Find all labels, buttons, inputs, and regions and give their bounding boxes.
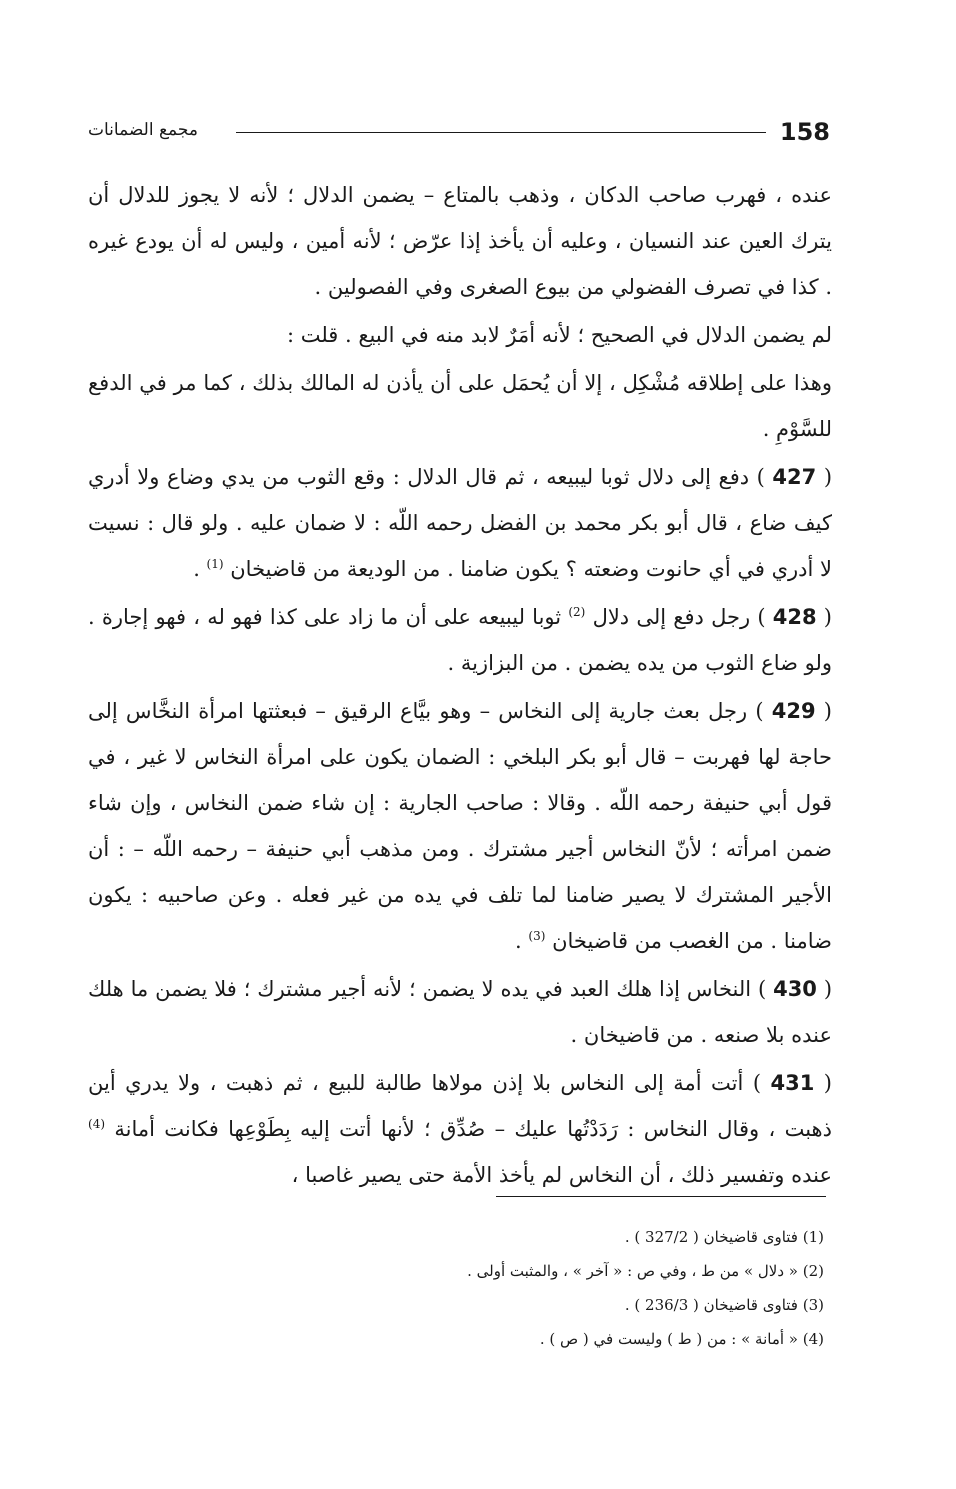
paragraph: ( 428 ) رجل دفع إلى دلال $^{(2)}$ ثوبا ليبيعه على أن ما زاد على كذا فهو له ، فهو إجارة . ولو ضاع الثوب من يده يضمن . من البزازية .	[88, 605, 832, 675]
entry-number-value: 430	[773, 977, 817, 1001]
paragraph-text: عنده ، فهرب صاحب الدكان ، وذهب بالمتاع – يضمن الدلال ؛ لأنه لا يجوز للدلال أن يترك العين عند النسيان ، وعليه أن يأخذ إذا عرّض ؛ لأنه أمين ، وليس له أن يودع غيره . كذا في تصرف الفضولي من بيوع الصغرى وفي الفصولين .	[88, 183, 832, 299]
footnote: (2) « دلال » من ط ، وفي ص : « آخر » ، والمثبت أولى .	[467, 1262, 824, 1280]
footnote: (1) فتاوى قاضيخان ( 327/2 ) .	[624, 1228, 824, 1246]
page-number: 158	[779, 118, 830, 146]
paragraph-text: رجل دفع إلى دلال	[592, 605, 751, 629]
entry-number-value: 429	[771, 699, 816, 723]
paragraph: ( 431 ) أتت أمة إلى النخاس بلا إذن مولاها طالبة للبيع ، ثم ذهبت ، ولا يدري أين ذهبت ، وقال النخاس : رَدَدْتُها عليك – صُدِّق ؛ لأنها أتت إليه بِطَوْعِها فكانت أمانة $^{(4)}$ عنده وتفسير ذلك ، أن النخاس لم يأخذ الأمة حتى يصير غاصبا ،	[88, 1071, 833, 1187]
footnote: (3) فتاوى قاضيخان ( 236/3 ) .	[624, 1296, 824, 1314]
paragraph-tail: .	[515, 929, 529, 953]
paragraph: ( 430 ) النخاس إذا هلك العبد في يده لا يضمن ؛ لأنه أجير مشترك ؛ فلا يضمن ما هلك عنده بلا صنعه . من قاضيخان .	[88, 977, 833, 1047]
paragraph-tail: ثوبا ليبيعه على أن ما زاد على كذا فهو له ، فهو إجارة . ولو ضاع الثوب من يده يضمن . من البزازية .	[88, 605, 832, 675]
entry-number-value: 431	[770, 1071, 815, 1095]
paragraph-text: رجل بعث جارية إلى النخاس – وهو بيَّاع الرقيق – فبعثتها امرأة النخَّاس إلى حاجة لها فهربت – قال أبو بكر البلخي : الضمان يكون على امرأة النخاس لا غير ، في قول أبي حنيفة رحمه اللّه . وقالا : صاحب الجارية : إن شاء ضمن النخاس ، وإن شاء ضمن امرأته ؛ لأنّ النخاس أجير مشترك . ومن مذهب أبي حنيفة – رحمه اللّه – : أن الأجير المشترك لا يصير ضامنا لما تلف في يده من غير فعله . وعن صاحبيه : يكون ضامنا . من الغصب من قاضيخان	[88, 699, 832, 953]
paragraph-text: وهذا على إطلاقه مُشْكِل ، إلا أن يُحمَل على أن يأذن له المالك بذلك ، كما مر في الدفع للسَّوْمِ .	[88, 371, 832, 441]
paragraph-text: لم يضمن الدلال في الصحيح ؛ لأنه أمَرٌ لابد منه في البيع . قلت :	[286, 323, 832, 347]
paragraph-text: دفع إلى دلال ثوبا ليبيعه ، ثم قال الدلال : وقع الثوب من يدي وضاع ولا أدري كيف ضاع ، قال أبو بكر محمد بن الفضل رحمه اللّه : لا ضمان عليه . ولو قال : نسيت لا أدري في أي حانوت وضعته ؟ يكون ضامنا . من الوديعة من قاضيخان	[88, 465, 832, 581]
footnote: (4) « أمانة » : من ( ط ) وليست في ( ص ) .	[539, 1330, 824, 1348]
paragraph-tail: عنده وتفسير ذلك ، أن النخاس لم يأخذ الأمة حتى يصير غاصبا ،	[291, 1163, 832, 1187]
footnote-marker[interactable]: (4)	[88, 1117, 106, 1131]
entry-number-value: 427	[772, 465, 817, 489]
footnote-rule	[496, 1196, 826, 1197]
running-title: مجمع الضمانات	[88, 120, 198, 140]
paragraph-tail: .	[193, 557, 207, 581]
paragraph	[88, 312, 832, 358]
paragraph: ( 429 ) رجل بعث جارية إلى النخاس – وهو بيَّاع الرقيق – فبعثتها امرأة النخَّاس إلى حاجة لها فهربت – قال أبو بكر البلخي : الضمان يكون على امرأة النخاس لا غير ، في قول أبي حنيفة رحمه اللّه . وقالا : صاحب الجارية : إن شاء ضمن النخاس ، وإن شاء ضمن امرأته ؛ لأنّ النخاس أجير مشترك . ومن مذهب أبي حنيفة – رحمه اللّه – : أن الأجير المشترك لا يصير ضامنا لما تلف في يده من غير فعله . وعن صاحبيه : يكون ضامنا . من الغصب من قاضيخان $^{(3)}$ .	[88, 699, 832, 953]
footnote-marker[interactable]: (1)	[206, 557, 224, 571]
page-header	[88, 118, 830, 158]
paragraph	[88, 360, 832, 452]
footnote-marker[interactable]: (3)	[528, 929, 546, 943]
footnotes	[88, 1220, 824, 1356]
paragraph	[88, 172, 832, 310]
paragraph: ( 427 ) دفع إلى دلال ثوبا ليبيعه ، ثم قال الدلال : وقع الثوب من يدي وضاع ولا أدري كيف ضاع ، قال أبو بكر محمد بن الفضل رحمه اللّه : لا ضمان عليه . ولو قال : نسيت لا أدري في أي حانوت وضعته ؟ يكون ضامنا . من الوديعة من قاضيخان $^{(1)}$ .	[88, 465, 833, 581]
paragraph-text: النخاس إذا هلك العبد في يده لا يضمن ؛ لأنه أجير مشترك ؛ فلا يضمن ما هلك عنده بلا صنعه . من قاضيخان .	[88, 977, 832, 1047]
footnote-marker[interactable]: (2)	[568, 605, 586, 619]
body-text	[88, 172, 832, 1198]
paragraph-text: أتت أمة إلى النخاس بلا إذن مولاها طالبة للبيع ، ثم ذهبت ، ولا يدري أين ذهبت ، وقال النخاس : رَدَدْتُها عليك – صُدِّق ؛ لأنها أتت إليه بِطَوْعِها فكانت أمانة	[88, 1071, 832, 1141]
header-rule	[236, 132, 766, 133]
entry-number-value: 428	[772, 605, 817, 629]
